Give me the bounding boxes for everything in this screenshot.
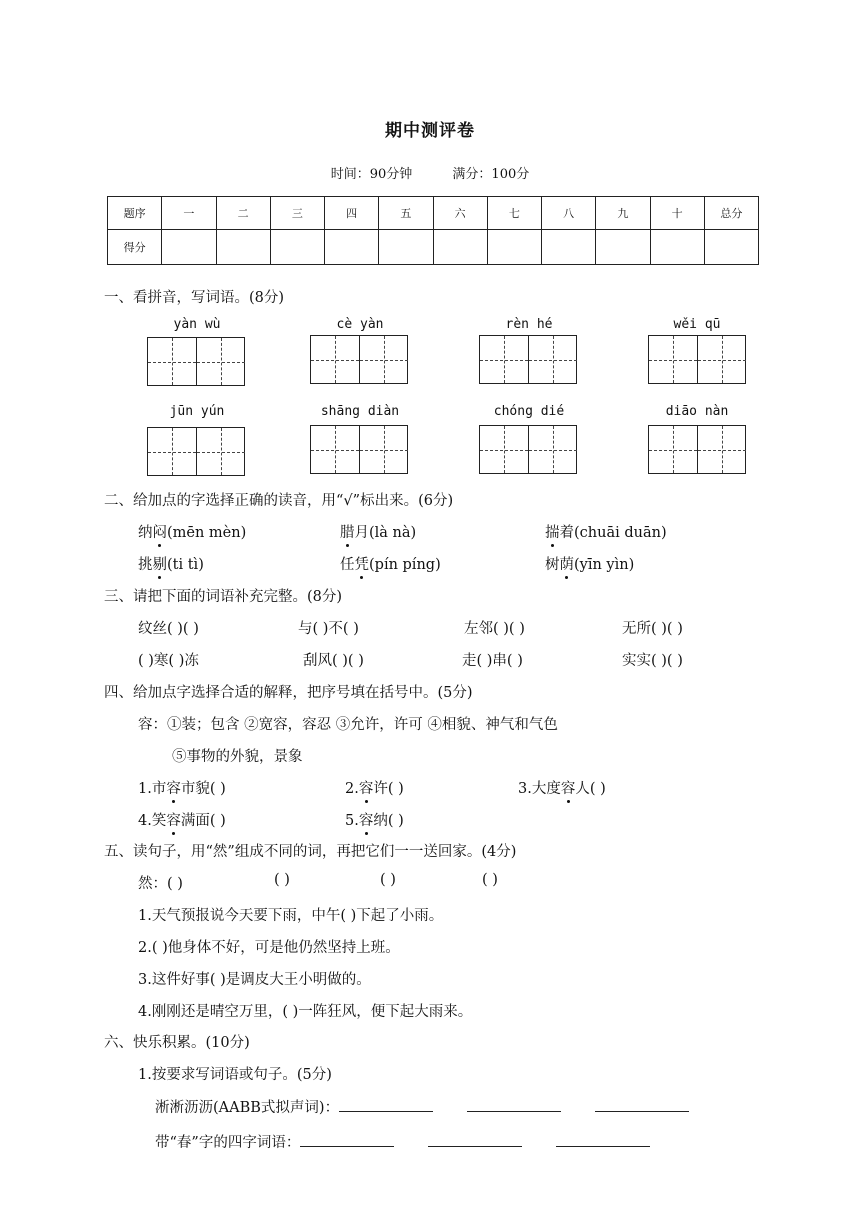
pinyin-label: rèn hé: [505, 317, 553, 332]
pinyin-label: wěi qū: [673, 317, 721, 332]
dotted-char: 闷: [153, 521, 168, 542]
score-table-header-row: [108, 197, 759, 230]
score-cell[interactable]: [487, 230, 541, 265]
section-1-heading: 一、看拼音，写词语。(8分): [104, 290, 285, 306]
score-cell[interactable]: [162, 230, 216, 265]
table-header-cell: 二: [216, 197, 270, 230]
sentence-item[interactable]: 4.刚刚还是晴空万里，( )一阵狂风，便下起大雨来。: [138, 1004, 473, 1020]
item-text: 2.: [345, 781, 359, 797]
dotted-char: 凭: [355, 553, 370, 574]
table-header-cell: 四: [325, 197, 379, 230]
table-header-cell: 七: [487, 197, 541, 230]
word-question: [155, 1096, 689, 1117]
ran-blank[interactable]: ( ): [482, 872, 498, 888]
word-question: [155, 1131, 650, 1152]
item-text: 1.市: [138, 781, 167, 797]
table-header-cell: 六: [433, 197, 487, 230]
dotted-char: 剔: [153, 553, 168, 574]
answer-line[interactable]: [300, 1132, 394, 1147]
idiom-fill[interactable]: 实实( )( ): [622, 653, 683, 669]
item-text: 5.: [345, 813, 359, 829]
answer-line[interactable]: [339, 1097, 433, 1112]
dotted-char: 揣: [545, 521, 560, 542]
score-cell[interactable]: [379, 230, 433, 265]
section-2-heading: 二、给加点的字选择正确的读音，用“√”标出来。(6分): [104, 493, 454, 509]
pinyin-label: yàn wù: [173, 317, 221, 332]
grid-cell[interactable]: [311, 426, 360, 473]
answer-line[interactable]: [467, 1097, 561, 1112]
item-text: 3.大度: [518, 781, 561, 797]
table-header-cell: 八: [542, 197, 596, 230]
reading-item[interactable]: [138, 553, 204, 574]
tianzi-grid[interactable]: [147, 337, 245, 386]
definition-list-cont: ⑤事物的外貌，景象: [172, 749, 303, 765]
score-table-score-row: [108, 230, 759, 265]
exam-time: 时间：90分钟: [330, 167, 413, 182]
sentence-item[interactable]: 1.天气预报说今天要下雨，中午( )下起了小雨。: [138, 908, 444, 924]
grid-cell[interactable]: [649, 426, 698, 473]
grid-cell[interactable]: [698, 336, 746, 383]
ran-blank[interactable]: ( ): [380, 872, 396, 888]
score-cell[interactable]: [542, 230, 596, 265]
sentence-item[interactable]: 2.( )他身体不好，可是他仍然坚持上班。: [138, 940, 400, 956]
dotted-char: 腊: [340, 521, 355, 542]
exam-score: 满分：100分: [452, 167, 530, 182]
pinyin-label: cè yàn: [336, 317, 384, 332]
grid-cell[interactable]: [360, 336, 408, 383]
grid-cell[interactable]: [148, 338, 197, 385]
pinyin-options: 着(chuāi duān): [559, 525, 667, 541]
table-header-cell: 十: [650, 197, 704, 230]
tianzi-grid[interactable]: [479, 335, 577, 384]
item-text: 4.笑: [138, 813, 167, 829]
score-table: [107, 196, 759, 265]
tianzi-grid[interactable]: [310, 335, 408, 384]
score-cell[interactable]: [704, 230, 758, 265]
definition-list: 容：①装；包含 ②宽容，容忍 ③允许，许可 ④相貌、神气和气色: [138, 717, 558, 733]
dotted-char: 容: [166, 809, 181, 830]
reading-item[interactable]: [545, 553, 634, 574]
score-cell[interactable]: [325, 230, 379, 265]
item-text: 市貌( ): [180, 781, 226, 797]
item-text: 挑: [138, 557, 153, 573]
answer-line[interactable]: [428, 1132, 522, 1147]
dotted-char: 容: [359, 777, 374, 798]
item-text: 纳: [138, 525, 153, 541]
meaning-item[interactable]: [138, 809, 226, 830]
sentence-item[interactable]: 3.这件好事( )是调皮大王小明做的。: [138, 972, 371, 988]
reading-item[interactable]: [340, 521, 416, 542]
grid-cell[interactable]: [649, 336, 698, 383]
subquestion-heading: 1.按要求写词语或句子。(5分): [138, 1067, 332, 1083]
dotted-char: 荫: [560, 553, 575, 574]
grid-cell[interactable]: [529, 336, 577, 383]
answer-line[interactable]: [595, 1097, 689, 1112]
tianzi-grid[interactable]: [147, 427, 245, 476]
tianzi-grid[interactable]: [479, 425, 577, 474]
pinyin-options: (yīn yìn): [574, 557, 635, 573]
dotted-char: 容: [561, 777, 576, 798]
table-header-cell: 题序: [108, 197, 162, 230]
idiom-fill[interactable]: 刮风( )( ): [303, 653, 364, 669]
reading-item[interactable]: [545, 521, 667, 542]
score-cell[interactable]: [216, 230, 270, 265]
pinyin-label: shāng diàn: [320, 404, 400, 419]
item-text: 任: [340, 557, 355, 573]
score-cell[interactable]: [433, 230, 487, 265]
table-row-label: 得分: [108, 230, 162, 265]
meaning-item[interactable]: [345, 777, 404, 798]
question-text: 带“春”字的四字词语：: [155, 1135, 301, 1151]
dotted-char: 容: [359, 809, 374, 830]
grid-cell[interactable]: [529, 426, 577, 473]
tianzi-grid[interactable]: [310, 425, 408, 474]
grid-cell[interactable]: [197, 338, 245, 385]
question-text: 淅淅沥沥(AABB式拟声词)：: [155, 1100, 340, 1116]
idiom-fill[interactable]: 无所( )( ): [622, 621, 683, 637]
item-text: 纳( ): [373, 813, 404, 829]
pinyin-label: jūn yún: [169, 404, 225, 419]
pinyin-options: (mēn mèn): [167, 525, 247, 541]
grid-cell[interactable]: [311, 336, 360, 383]
pinyin-label: diāo nàn: [665, 404, 729, 419]
pinyin-options: (ti tì): [167, 557, 204, 573]
idiom-fill[interactable]: 纹丝( )( ): [138, 621, 199, 637]
score-cell[interactable]: [270, 230, 324, 265]
idiom-fill[interactable]: ( )寒( )冻: [138, 653, 199, 669]
table-header-cell: 九: [596, 197, 650, 230]
score-cell[interactable]: [650, 230, 704, 265]
section-3-heading: 三、请把下面的词语补充完整。(8分): [104, 589, 343, 605]
table-header-cell: 三: [270, 197, 324, 230]
section-5-heading: 五、读句子，用“然”组成不同的词，再把它们一一送回家。(4分): [104, 844, 517, 860]
tianzi-grid[interactable]: [648, 425, 746, 474]
section-4-heading: 四、给加点字选择合适的解释，把序号填在括号中。(5分): [104, 685, 473, 701]
pinyin-options: (pín píng): [369, 557, 441, 573]
reading-item[interactable]: [138, 521, 246, 542]
item-text: 满面( ): [180, 813, 226, 829]
grid-cell[interactable]: [197, 428, 245, 475]
meaning-item[interactable]: [138, 777, 226, 798]
tianzi-grid[interactable]: [648, 335, 746, 384]
idiom-fill[interactable]: 走( )串( ): [462, 653, 523, 669]
grid-cell[interactable]: [148, 428, 197, 475]
table-header-cell: 一: [162, 197, 216, 230]
answer-line[interactable]: [556, 1132, 650, 1147]
item-text: 树: [545, 557, 560, 573]
meaning-item[interactable]: [518, 777, 606, 798]
item-text: 许( ): [373, 781, 404, 797]
meaning-item[interactable]: [345, 809, 404, 830]
score-cell[interactable]: [596, 230, 650, 265]
pinyin-options: 月(là nà): [354, 525, 417, 541]
ran-blank[interactable]: 然：( ): [138, 876, 183, 892]
table-header-cell: 五: [379, 197, 433, 230]
reading-item[interactable]: [340, 553, 441, 574]
idiom-fill[interactable]: 与( )不( ): [298, 621, 359, 637]
pinyin-label: chóng dié: [493, 404, 565, 419]
table-header-cell: 总分: [704, 197, 758, 230]
idiom-fill[interactable]: 左邻( )( ): [464, 621, 525, 637]
item-text: 人( ): [575, 781, 606, 797]
grid-cell[interactable]: [480, 426, 529, 473]
dotted-char: 容: [166, 777, 181, 798]
grid-cell[interactable]: [698, 426, 746, 473]
exam-info: [0, 163, 860, 182]
grid-cell[interactable]: [360, 426, 408, 473]
page-title: 期中测评卷: [385, 121, 475, 141]
section-6-heading: 六、快乐积累。(10分): [104, 1035, 250, 1051]
grid-cell[interactable]: [480, 336, 529, 383]
ran-blank[interactable]: ( ): [274, 872, 290, 888]
